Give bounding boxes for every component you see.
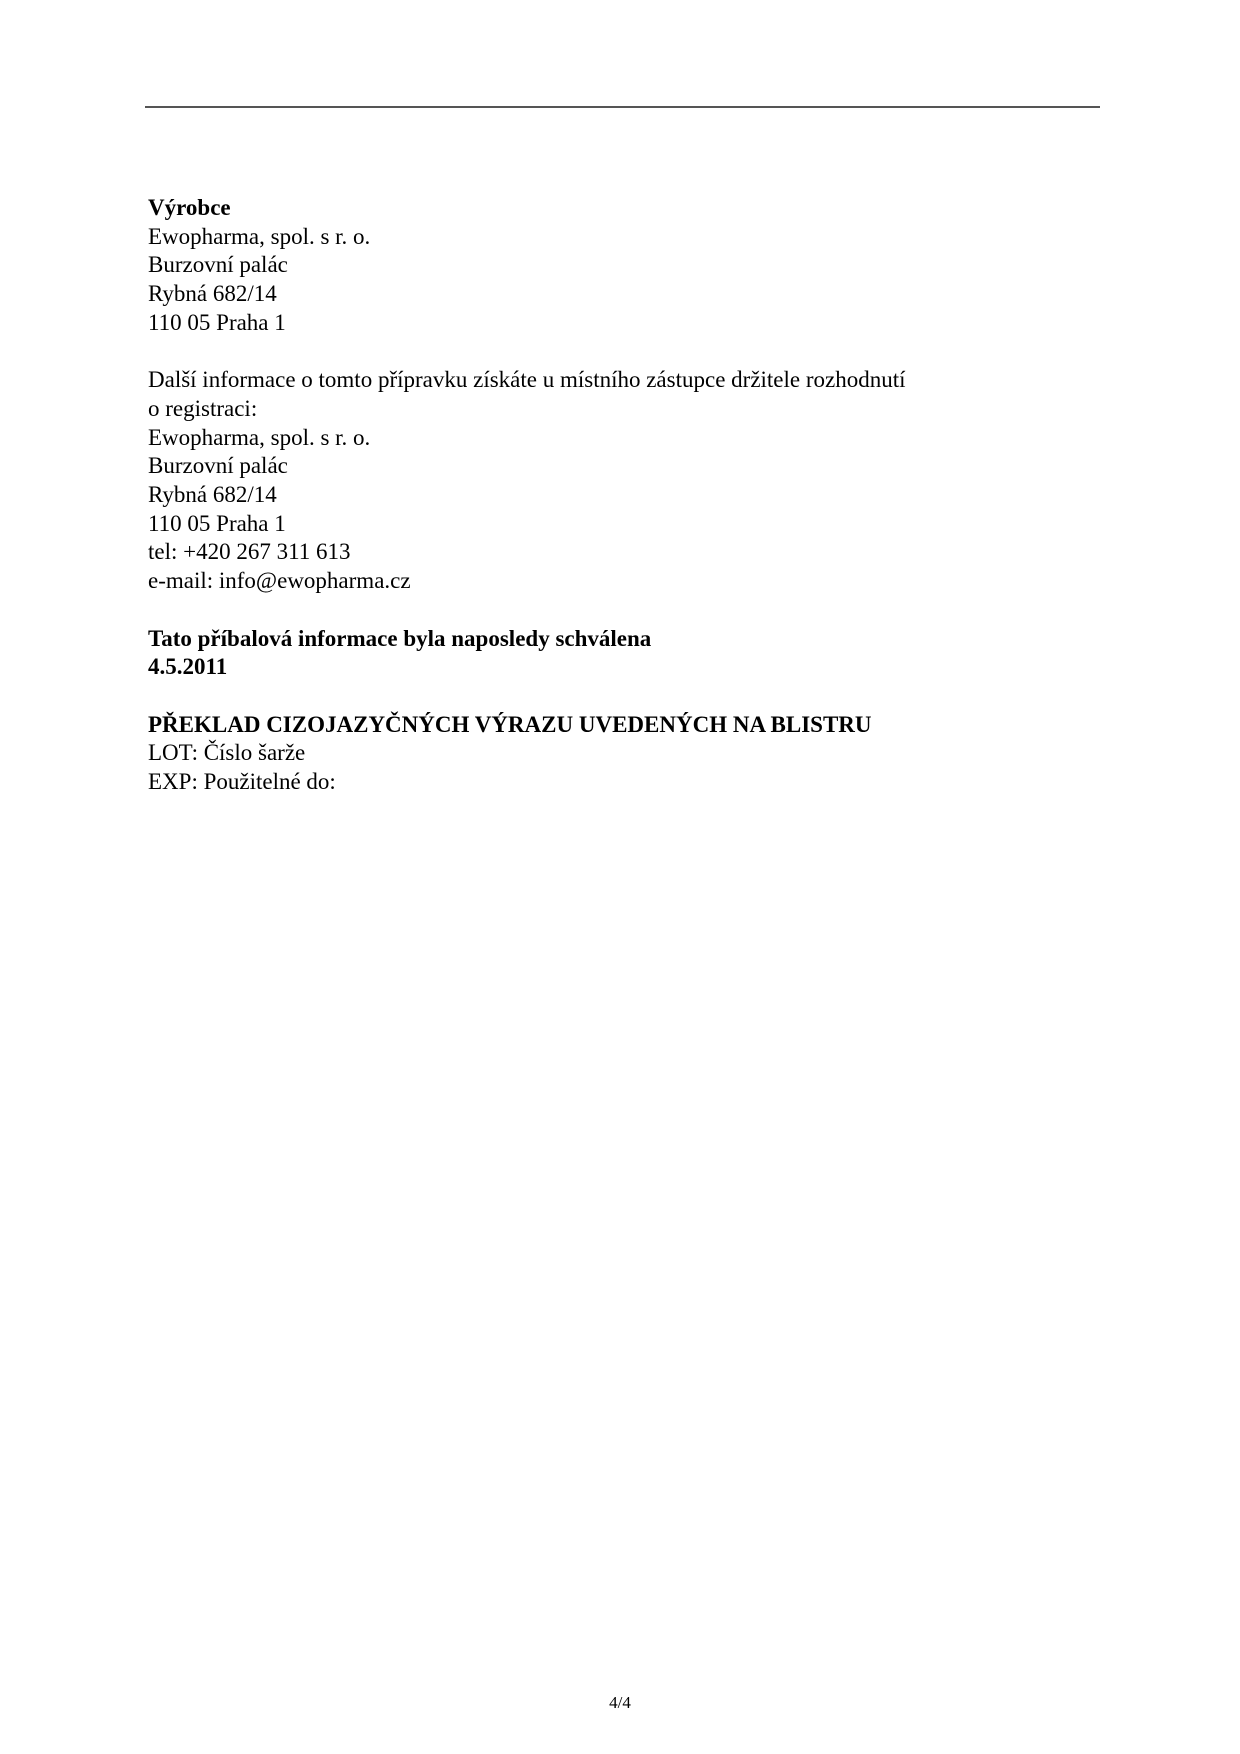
spacer	[148, 682, 1108, 711]
manufacturer-line: Burzovní palác	[148, 252, 288, 278]
approval-date: 4.5.2011	[148, 654, 228, 680]
document-body	[148, 194, 1108, 797]
page-number: 4/4	[609, 1693, 631, 1712]
translation-heading: PŘEKLAD CIZOJAZYČNÝCH VÝRAZU UVEDENÝCH NA BLISTRU	[148, 711, 872, 737]
manufacturer-line: Ewopharma, spol. s r. o.	[148, 223, 371, 249]
approval-section	[148, 625, 1108, 682]
manufacturer-heading: Výrobce	[148, 195, 231, 220]
translation-section	[148, 711, 1108, 797]
representative-line: Ewopharma, spol. s r. o.	[148, 424, 371, 450]
spacer	[148, 338, 1108, 367]
translation-line: EXP: Použitelné do:	[148, 769, 336, 795]
representative-phone: tel: +420 267 311 613	[148, 539, 351, 565]
manufacturer-line: Rybná 682/14	[148, 281, 277, 307]
approval-heading: Tato příbalová informace byla naposledy schválena	[148, 625, 652, 651]
translation-line: LOT: Číslo šarže	[148, 740, 306, 766]
representative-email: e-mail: info@ewopharma.cz	[148, 568, 411, 594]
representative-line: 110 05 Praha 1	[148, 510, 286, 536]
spacer	[148, 596, 1108, 625]
representative-intro: Další informace o tomto přípravku získáte u místního zástupce držitele rozhodnutí	[148, 367, 906, 393]
manufacturer-line: 110 05 Praha 1	[148, 309, 286, 335]
representative-section	[148, 366, 1108, 596]
manufacturer-section	[148, 194, 1108, 338]
representative-line: Burzovní palác	[148, 453, 288, 479]
representative-intro: o registraci:	[148, 395, 258, 421]
header-rule	[145, 106, 1100, 108]
representative-line: Rybná 682/14	[148, 482, 277, 508]
